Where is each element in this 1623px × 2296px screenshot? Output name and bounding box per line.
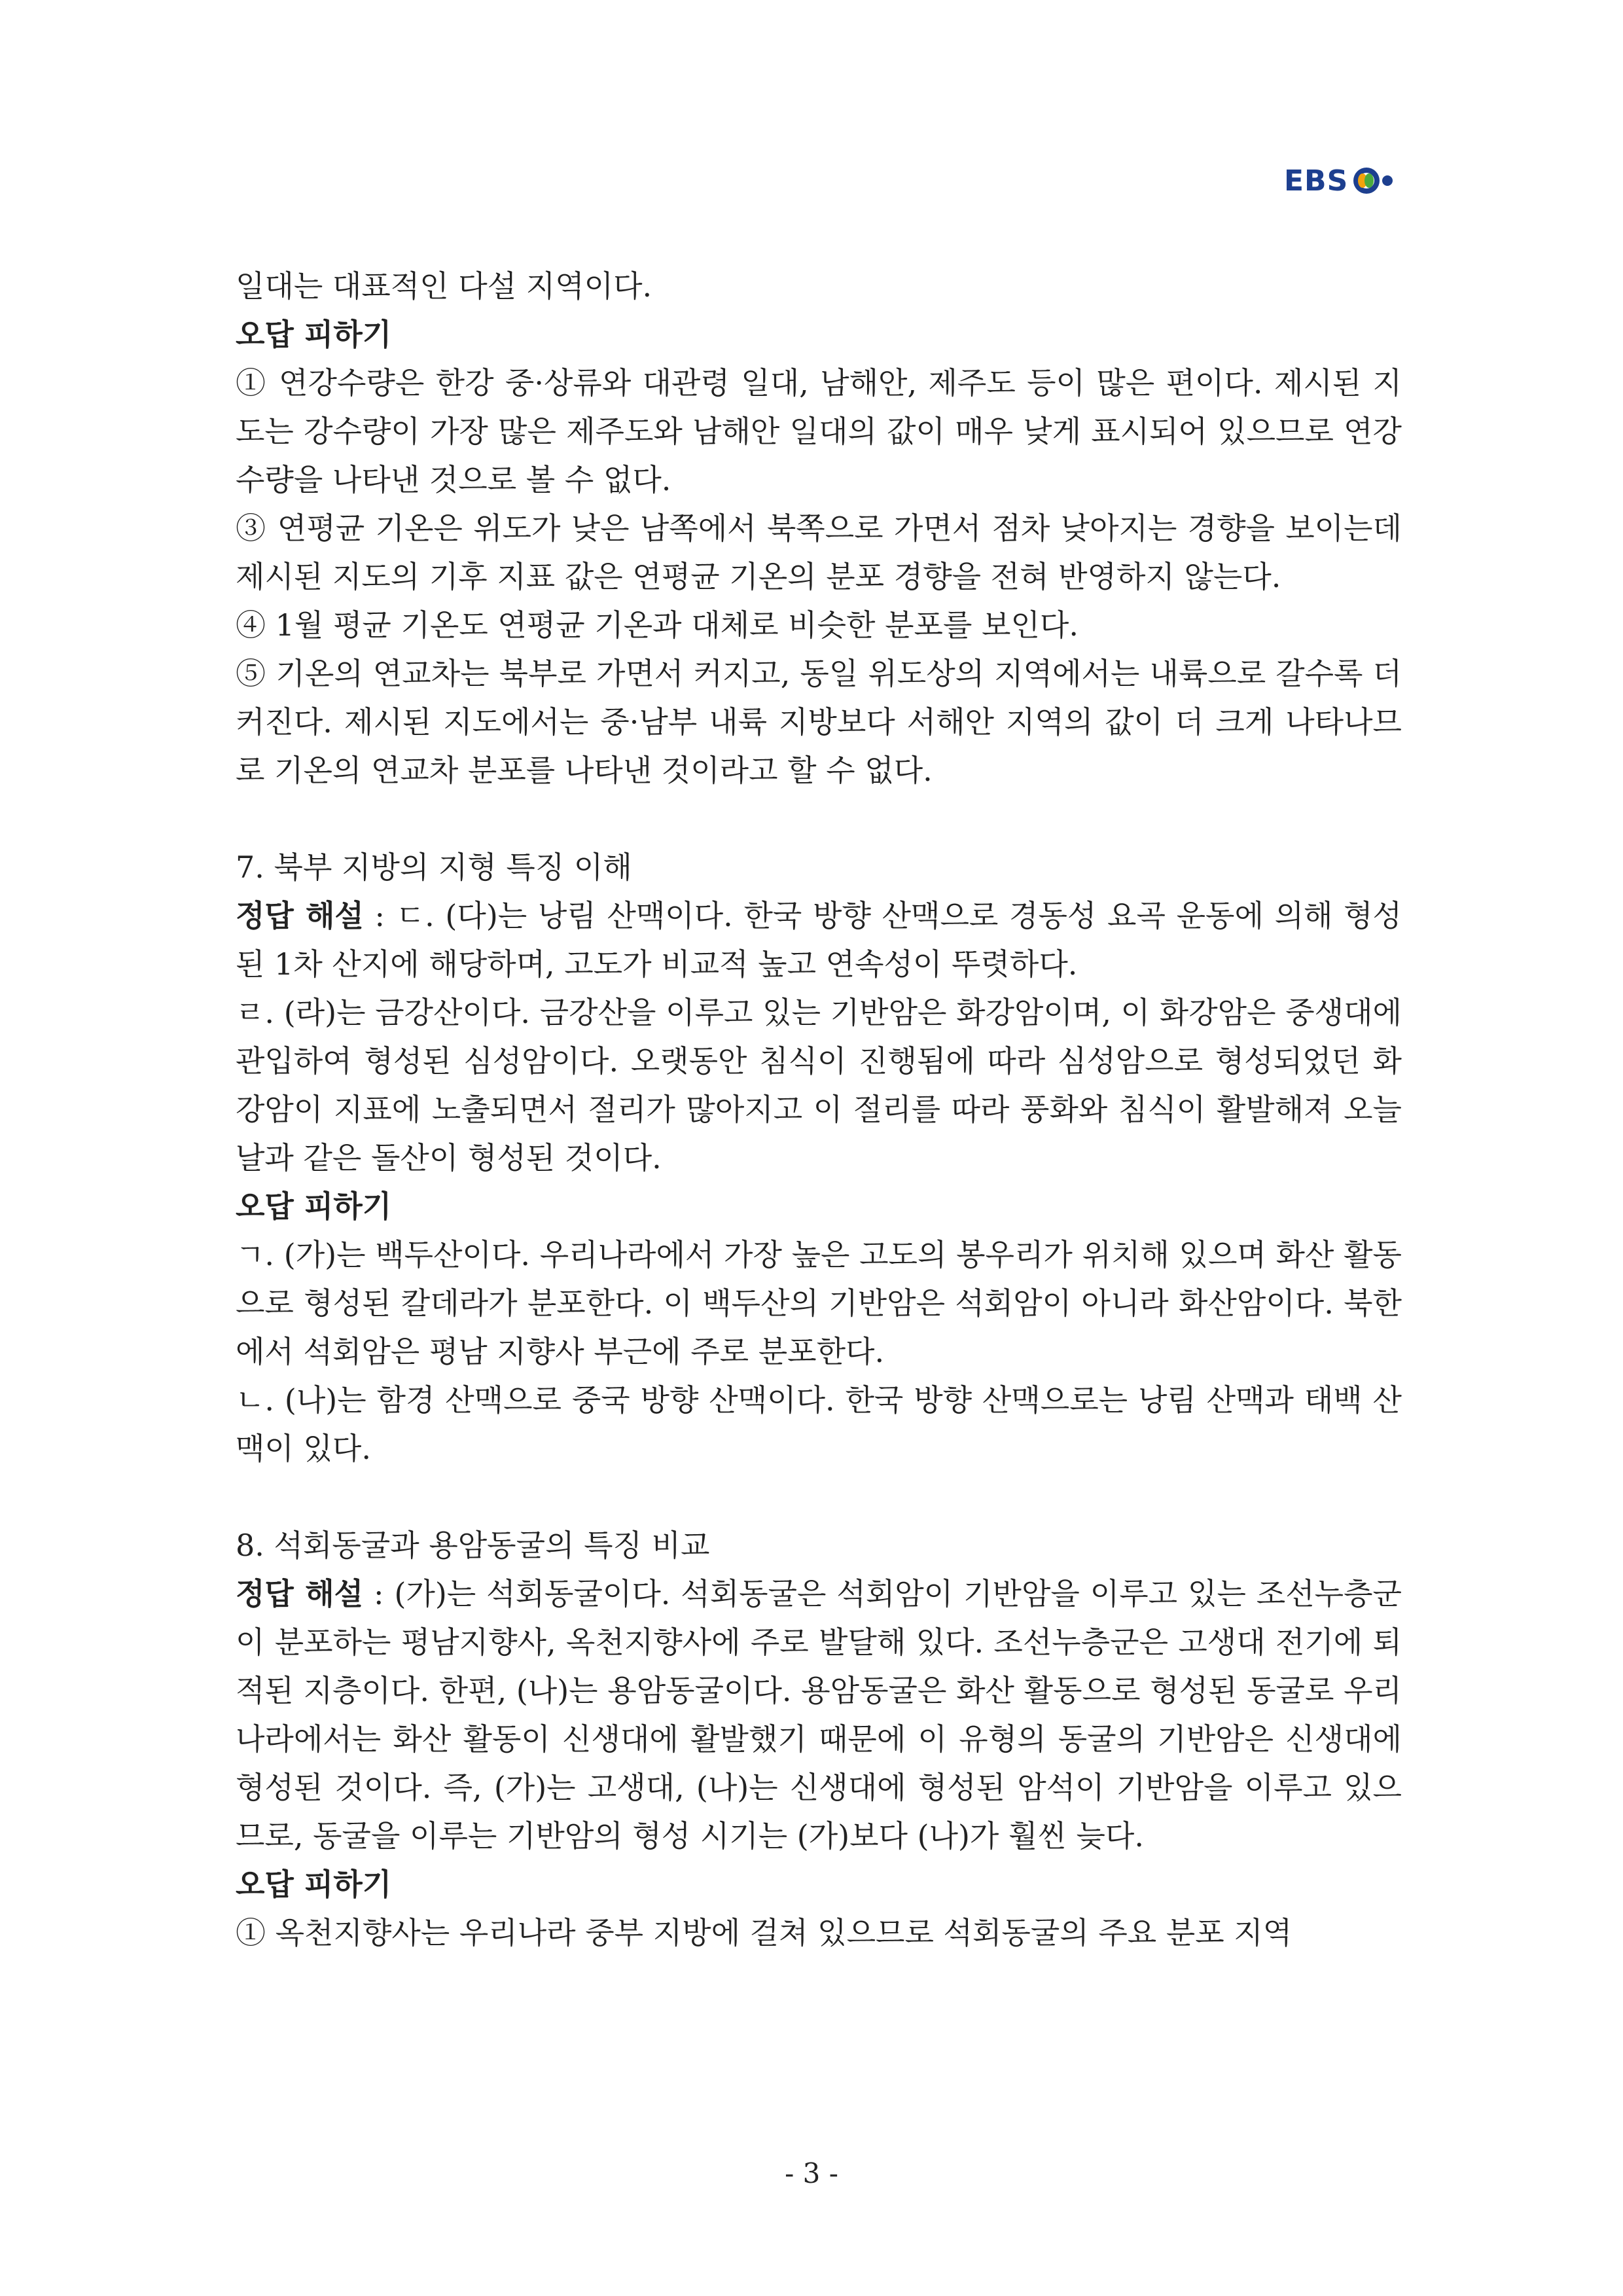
- answer-paragraph: [236, 891, 1402, 988]
- answer-label: 정답 해설: [236, 898, 364, 933]
- paragraph: ㄴ. (나)는 함경 산맥으로 중국 방향 산맥이다. 한국 방향 산맥으로는 낭림 산맥과 태백 산맥이 있다.: [236, 1382, 1402, 1466]
- section-heading: 오답 피하기: [236, 1189, 392, 1224]
- logo-mark-icon: [1352, 166, 1394, 195]
- paragraph: ⑤ 기온의 연교차는 북부로 가면서 커지고, 동일 위도상의 지역에서는 내륙으로 갈수록 더 커진다. 제시된 지도에서는 중·남부 내륙 지방보다 서해안 지역의 값이 더 크게 나타나므로 기온의 연교차 분포를 나타낸 것이라고 할 수 없다.: [236, 656, 1402, 788]
- paragraph: ③ 연평균 기온은 위도가 낮은 남쪽에서 북쪽으로 가면서 점차 낮아지는 경향을 보이는데 제시된 지도의 기후 지표 값은 연평균 기온의 분포 경향을 전혀 반영하지 않는다.: [236, 511, 1402, 594]
- page-number: - 3 -: [785, 2157, 838, 2189]
- section-heading: 오답 피하기: [236, 317, 392, 352]
- answer-paragraph: [236, 1570, 1402, 1860]
- document-body: [236, 262, 1402, 1957]
- paragraph: ① 연강수량은 한강 중·상류와 대관령 일대, 남해안, 제주도 등이 많은 편이다. 제시된 지도는 강수량이 가장 많은 제주도와 남해안 일대의 값이 매우 낮게 표시되어 있으므로 연강수량을 나타낸 것으로 볼 수 없다.: [236, 365, 1402, 497]
- answer-label: 정답 해설: [236, 1576, 364, 1611]
- answer-text: : ㄷ. (다)는 낭림 산맥이다. 한국 방향 산맥으로 경동성 요곡 운동에 의해 형성된 1차 산지에 해당하며, 고도가 비교적 높고 연속성이 뚜렷하다.: [236, 898, 1402, 982]
- ebs-logo: [1284, 154, 1402, 207]
- section-heading: 오답 피하기: [236, 1867, 392, 1902]
- question-title: 8. 석회동굴과 용암동굴의 특징 비교: [236, 1528, 710, 1563]
- logo-text: EBS: [1284, 164, 1349, 198]
- answer-text: : (가)는 석회동굴이다. 석회동굴은 석회암이 기반암을 이루고 있는 조선누층군이 분포하는 평남지향사, 옥천지향사에 주로 발달해 있다. 조선누층군은 고생대 전기에 퇴적된 지층이다. 한편, (나)는 용암동굴이다. 용암동굴은 화산 활동으로 형성된 동굴로 우리나라에서는 화산 활동이 신생대에 활발했기 때문에 이 유형의 동굴의 기반암은 신생대에 형성된 것이다. 즉, (가)는 고생대, (나)는 신생대에 형성된 암석이 기반암을 이루고 있으므로, 동굴을 이루는 기반암의 형성 시기는 (가)보다 (나)가 훨씬 늦다.: [236, 1576, 1402, 1854]
- question-title: 7. 북부 지방의 지형 특징 이해: [236, 850, 632, 885]
- paragraph: 일대는 대표적인 다설 지역이다.: [236, 268, 652, 304]
- paragraph: ④ 1월 평균 기온도 연평균 기온과 대체로 비슷한 분포를 보인다.: [236, 607, 1079, 643]
- paragraph: ① 옥천지향사는 우리나라 중부 지방에 걸쳐 있으므로 석회동굴의 주요 분포 지역: [236, 1915, 1293, 1950]
- paragraph: ㄱ. (가)는 백두산이다. 우리나라에서 가장 높은 고도의 봉우리가 위치해 있으며 화산 활동으로 형성된 칼데라가 분포한다. 이 백두산의 기반암은 석회암이 아니라 화산암이다. 북한에서 석회암은 평남 지향사 부근에 주로 분포한다.: [236, 1237, 1402, 1369]
- paragraph: ㄹ. (라)는 금강산이다. 금강산을 이루고 있는 기반암은 화강암이며, 이 화강암은 중생대에 관입하여 형성된 심성암이다. 오랫동안 침식이 진행됨에 따라 심성암으로 형성되었던 화강암이 지표에 노출되면서 절리가 많아지고 이 절리를 따라 풍화와 침식이 활발해져 오늘날과 같은 돌산이 형성된 것이다.: [236, 995, 1402, 1175]
